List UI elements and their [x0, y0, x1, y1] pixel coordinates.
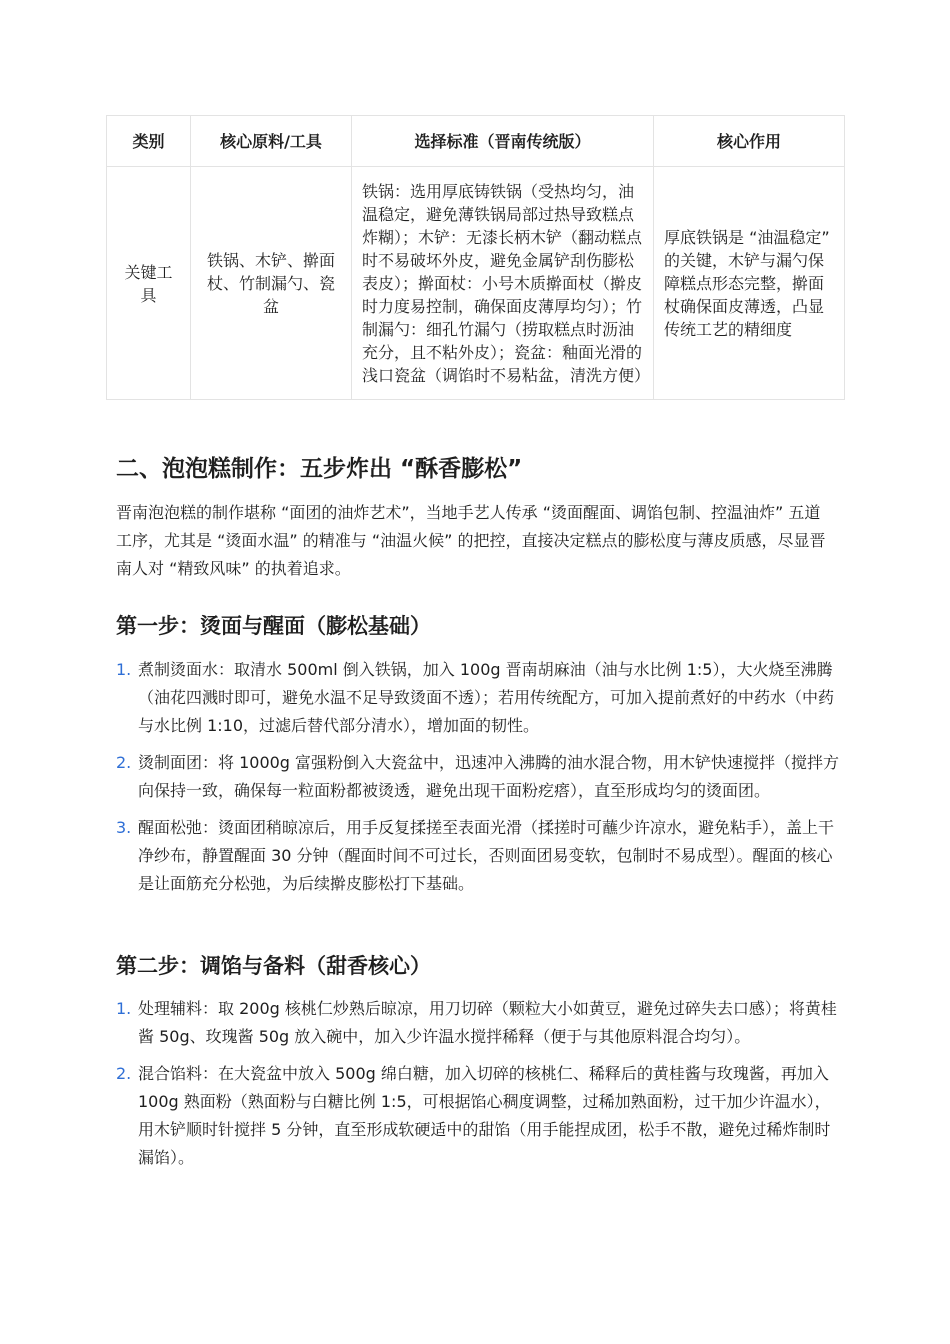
step1-list: [116, 656, 840, 907]
list-text: 烫制面团：将 1000g 富强粉倒入大瓷盆中，迅速冲入沸腾的油水混合物，用木铲快速搅拌（搅拌方向保持一致，确保每一粒面粉都被烫透，避免出现干面粉疙瘩），直至形成均匀的烫面团。: [138, 753, 840, 800]
list-number: 2.: [116, 753, 132, 772]
section-intro: 晋南泡泡糕的制作堪称 “面团的油炸艺术”，当地手艺人传承 “烫面醒面、调馅包制、控温油炸” 五道工序，尤其是 “烫面水温” 的精准与 “油温火候” 的把控，直接决定糕点的膨松度与薄皮质感，尽显晋南人对 “精致风味” 的执着追求。: [116, 503, 826, 578]
list-item: [116, 1060, 840, 1172]
cell-category: 关键工具: [107, 167, 191, 400]
list-number: 1.: [116, 999, 132, 1018]
list-text: 混合馅料：在大瓷盆中放入 500g 绵白糖，加入切碎的核桃仁、稀释后的黄桂酱与玫瑰酱，再加入 100g 熟面粉（熟面粉与白糖比例 1:5，可根据馅心稠度调整，过稀加熟面粉，过干加少许温水），用木铲顺时针搅拌 5 分钟，直至形成软硬适中的甜馅（用手能捏成团，松手不散，避免过稀炸制时漏馅）。: [138, 1064, 831, 1167]
header-category: 类别: [107, 116, 191, 167]
step2-list: [116, 995, 840, 1181]
list-number: 1.: [116, 660, 132, 679]
list-item: [116, 749, 840, 805]
list-item: [116, 814, 840, 898]
list-text: 醒面松弛：烫面团稍晾凉后，用手反复揉搓至表面光滑（揉搓时可蘸少许凉水，避免粘手），盖上干净纱布，静置醒面 30 分钟（醒面时间不可过长，否则面团易变软，包制时不易成型）。醒面的核心是让面筋充分松弛，为后续擀皮膨松打下基础。: [138, 818, 835, 893]
list-number: 2.: [116, 1064, 132, 1083]
list-number: 3.: [116, 818, 132, 837]
table-row: [107, 167, 845, 400]
tools-table: [106, 115, 845, 400]
list-item: [116, 656, 840, 740]
header-material: 核心原料/工具: [191, 116, 352, 167]
header-standard: 选择标准（晋南传统版）: [352, 116, 654, 167]
table-header-row: [107, 116, 845, 167]
list-text: 煮制烫面水：取清水 500ml 倒入铁锅，加入 100g 晋南胡麻油（油与水比例 1:5），大火烧至沸腾（油花四溅时即可，避免水温不足导致烫面不透）；若用传统配方，可加入提前煮好的中药水（中药与水比例 1:10，过滤后替代部分清水），增加面的韧性。: [138, 660, 835, 735]
cell-standard: 铁锅：选用厚底铸铁锅（受热均匀，油温稳定，避免薄铁锅局部过热导致糕点炸糊）；木铲：无漆长柄木铲（翻动糕点时不易破坏外皮，避免金属铲刮伤膨松表皮）；擀面杖：小号木质擀面杖（擀皮时力度易控制，确保面皮薄厚均匀）；竹制漏勺：细孔竹漏勺（捞取糕点时沥油充分，且不粘外皮）；瓷盆：釉面光滑的浅口瓷盆（调馅时不易粘盆，清洗方便）: [352, 167, 654, 400]
step2-title: 第二步：调馅与备料（甜香核心）: [116, 954, 431, 978]
cell-materials: 铁锅、木铲、擀面杖、竹制漏勺、瓷盆: [191, 167, 352, 400]
list-text: 处理辅料：取 200g 核桃仁炒熟后晾凉，用刀切碎（颗粒大小如黄豆，避免过碎失去口感）；将黄桂酱 50g、玫瑰酱 50g 放入碗中，加入少许温水搅拌稀释（便于与其他原料混合均匀）。: [138, 999, 837, 1046]
list-item: [116, 995, 840, 1051]
cell-role: 厚底铁锅是 “油温稳定” 的关键，木铲与漏勺保障糕点形态完整，擀面杖确保面皮薄透，凸显传统工艺的精细度: [654, 167, 845, 400]
step1-title: 第一步：烫面与醒面（膨松基础）: [116, 614, 431, 638]
section-title: 二、泡泡糕制作：五步炸出 “酥香膨松”: [116, 456, 523, 482]
header-role: 核心作用: [654, 116, 845, 167]
